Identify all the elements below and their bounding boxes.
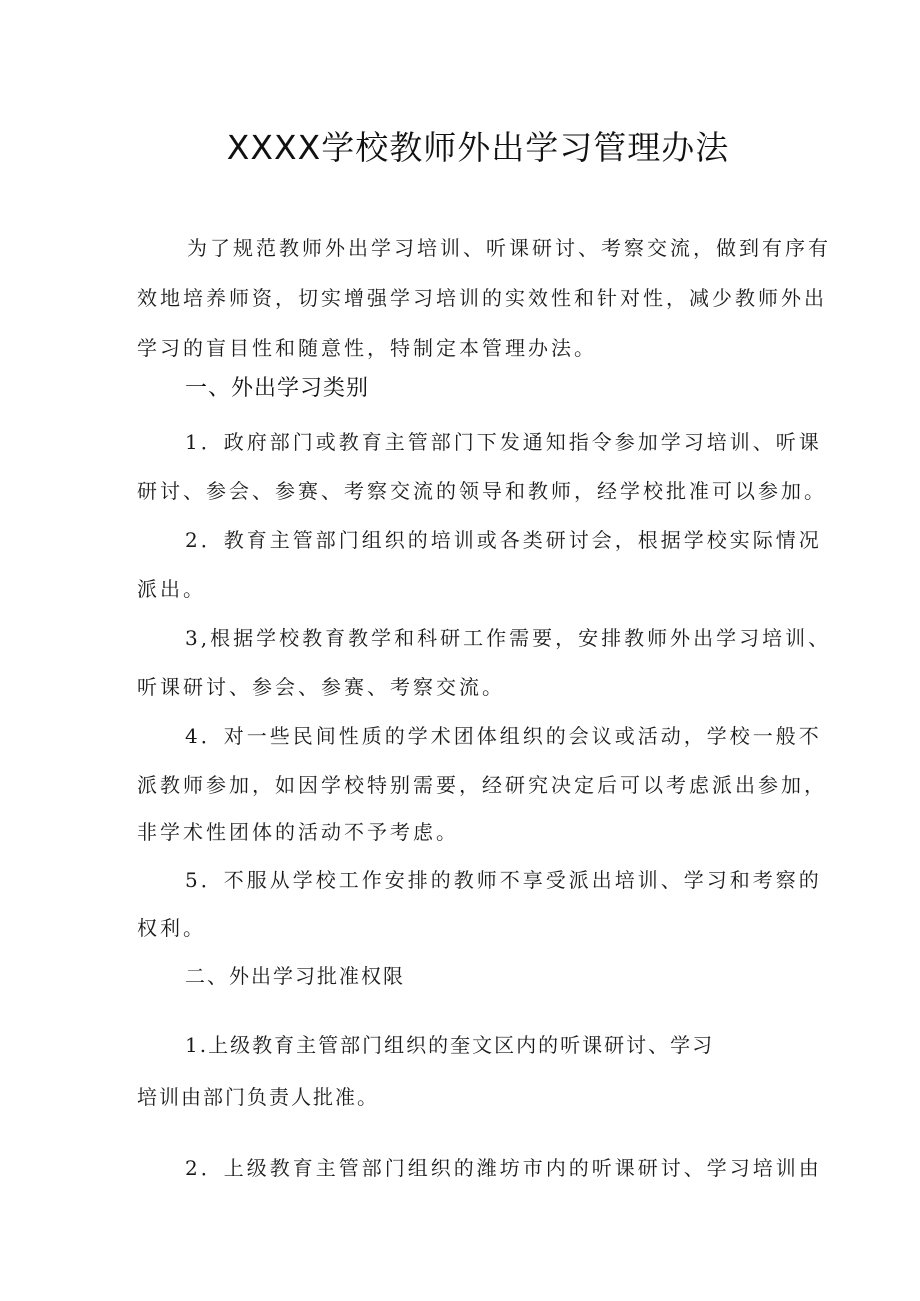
document-title: XXXX学校教师外出学习管理办法 xyxy=(226,128,730,167)
intro-line-3: 学习的盲目性和随意性，特制定本管理办法。 xyxy=(137,336,597,360)
section-2-item-1-line-2: 培训由部门负责人批准。 xyxy=(137,1085,379,1109)
intro-line-2: 效地培养师资，切实增强学习培训的实效性和针对性，减少教师外出 xyxy=(137,286,827,310)
section-1-item-1-line-1: 1．政府部门或教育主管部门下发通知指令参加学习培训、听课 xyxy=(185,430,822,454)
section-1-item-4-line-2: 派教师参加，如因学校特别需要，经研究决定后可以考虑派出参加， xyxy=(137,773,827,797)
section-1-heading: 一、外出学习类别 xyxy=(185,376,370,401)
section-2-item-1-line-1: 1.上级教育主管部门组织的奎文区内的听课研讨、学习 xyxy=(185,1033,715,1057)
section-1-item-3-line-2: 听课研讨、参会、参赛、考察交流。 xyxy=(137,675,505,699)
section-1-item-5-line-2: 权利。 xyxy=(137,916,206,940)
section-1-item-2-line-2: 派出。 xyxy=(137,577,206,601)
section-1-item-1-line-2: 研讨、参会、参赛、考察交流的领导和教师，经学校批准可以参加。 xyxy=(137,479,827,503)
section-1-item-4-line-3: 非学术性团体的活动不予考虑。 xyxy=(137,820,459,844)
section-1-item-5-line-1: 5．不服从学校工作安排的教师不享受派出培训、学习和考察的 xyxy=(185,868,822,892)
section-2-heading: 二、外出学习批准权限 xyxy=(185,964,405,988)
section-1-item-2-line-1: 2．教育主管部门组织的培训或各类研讨会，根据学校实际情况 xyxy=(185,528,822,552)
section-2-item-2-line-1: 2．上级教育主管部门组织的潍坊市内的听课研讨、学习培训由 xyxy=(185,1156,822,1180)
section-1-item-4-line-1: 4．对一些民间性质的学术团体组织的会议或活动，学校一般不 xyxy=(185,724,822,748)
intro-line-1: 为了规范教师外出学习培训、听课研讨、考察交流，做到有序有 xyxy=(187,236,831,260)
section-1-item-3-line-1: 3,根据学校教育教学和科研工作需要，安排教师外出学习培训、 xyxy=(185,626,832,650)
